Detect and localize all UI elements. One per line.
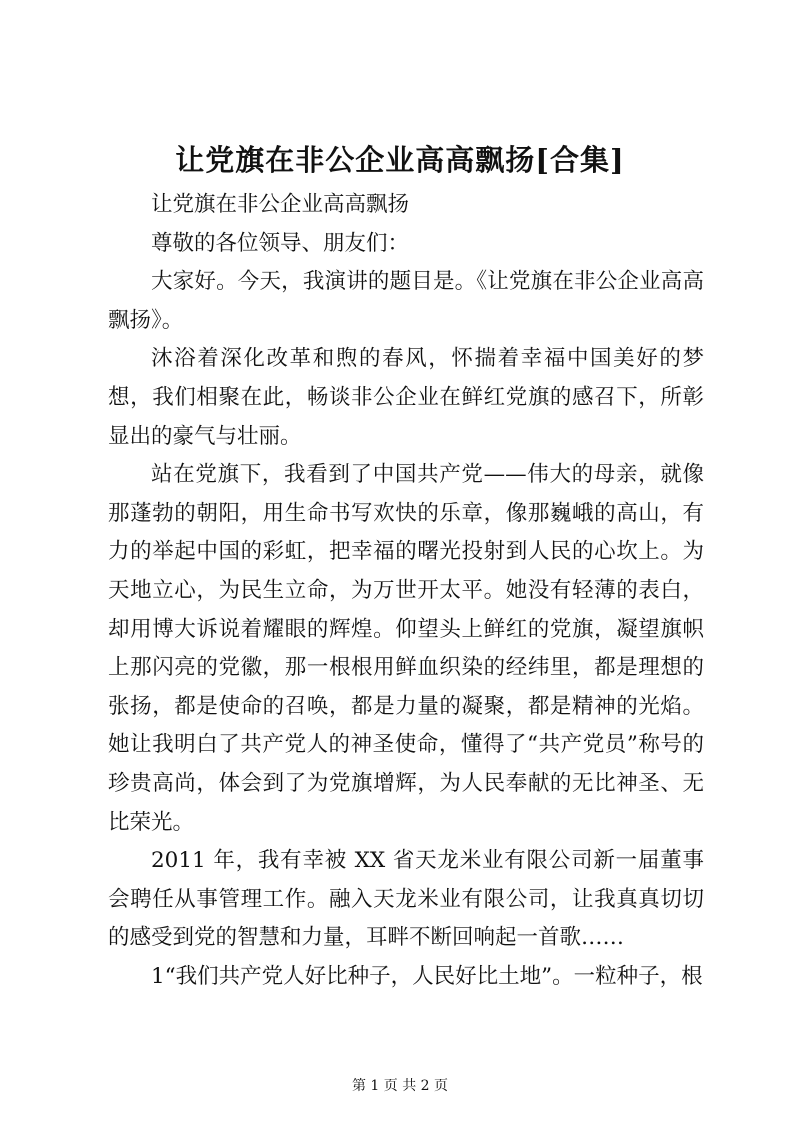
document-title: 让党旗在非公企业高高飘扬[合集]	[175, 143, 625, 177]
paragraph-greeting: 大家好。今天，我演讲的题目是。《让党旗在非公企业高高飘扬》。	[108, 269, 704, 333]
page-footer: 第 1 页 共 2 页	[351, 1078, 449, 1094]
paragraph-seed: 1“我们共产党人好比种子，人民好比土地”。一粒种子，根	[151, 963, 703, 989]
paragraph-subtitle: 让党旗在非公企业高高飘扬	[151, 192, 410, 217]
paragraph-intro: 沐浴着深化改革和煦的春风，怀揣着幸福中国美好的梦想，我们相聚在此，畅谈非公企业在鲜红党旗的感召下，所彰显出的豪气与壮丽。	[108, 346, 704, 449]
paragraph-salutation: 尊敬的各位领导、朋友们：	[151, 230, 410, 256]
paragraph-party-flag: 站在党旗下，我看到了中国共产党——伟大的母亲，就像那蓬勃的朝阳，用生命书写欢快的乐章，像那巍峨的高山，有力的举起中国的彩虹，把幸福的曙光投射到人民的心坎上。为天地立心，为民生立命，为万世开太平。她没有轻薄的表白，却用博大诉说着耀眼的辉煌。仰望头上鲜红的党旗，凝望旗帜上那闪亮的党徽，那一根根用鲜血织染的经纬里，都是理想的张扬，都是使命的召唤，都是力量的凝聚，都是精神的光焰。她让我明白了共产党人的神圣使命，懂得了“共产党员”称号的珍贵高尚，体会到了为党旗增辉，为人民奉献的无比神圣、无比荣光。	[108, 462, 704, 835]
paragraph-2011: 2011 年，我有幸被 XX 省天龙米业有限公司新一届董事会聘任从事管理工作。融入天龙米业有限公司，让我真真切切的感受到党的智慧和力量，耳畔不断回响起一首歌……	[108, 848, 704, 951]
document-body	[108, 186, 704, 996]
